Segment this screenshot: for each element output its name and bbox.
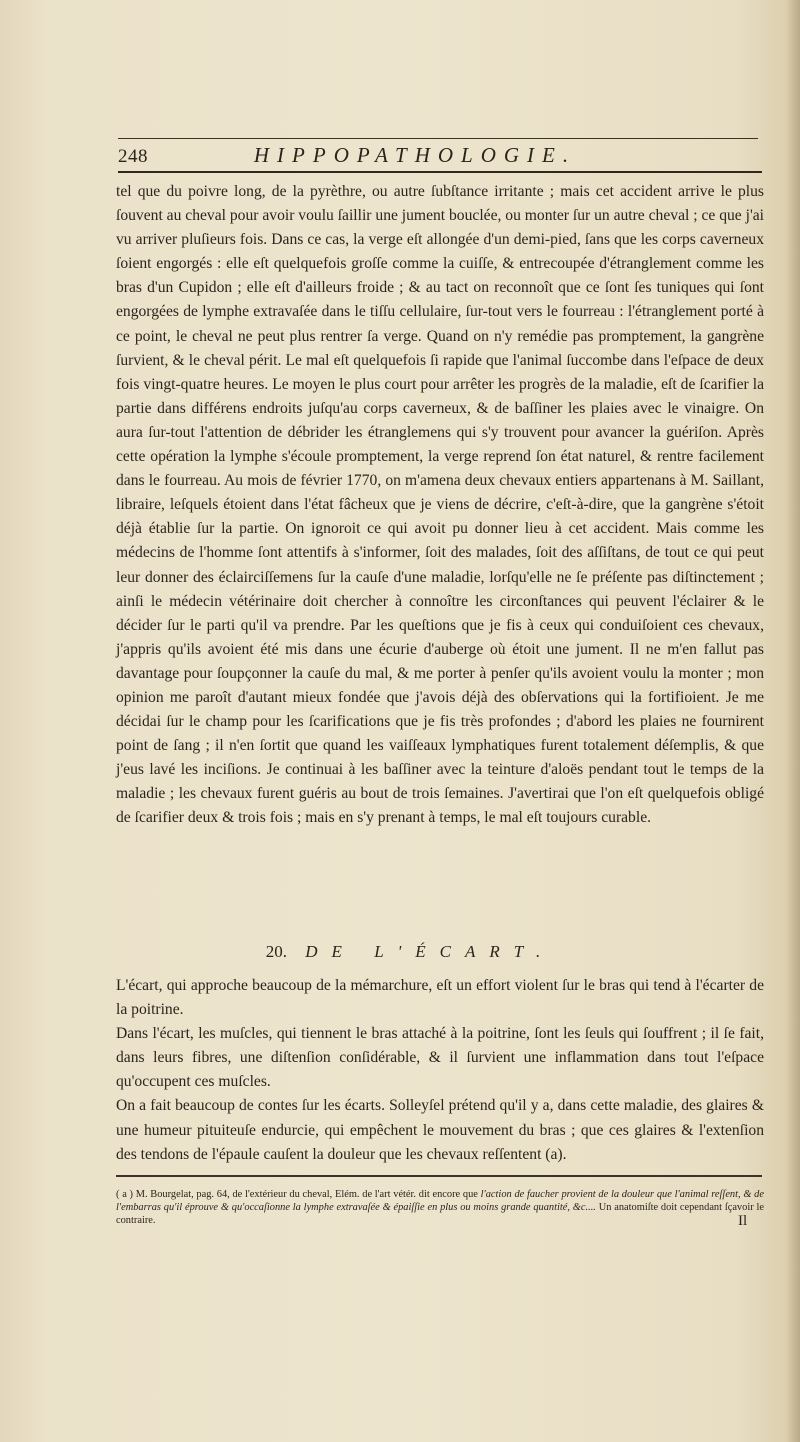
catchword: Il: [738, 1213, 748, 1229]
page-number: 248: [118, 146, 148, 167]
running-title: HIPPOPATHOLOGIE.: [253, 143, 577, 167]
header-rule-top: [118, 138, 758, 139]
body-paragraph: tel que du poivre long, de la pyrèthre, ou autre ſubſtance irritante ; mais cet accident arrive le plus ſouvent au cheval pour avoir voulu ſaillir une jument bouclée, ou monter ſur un autre cheval ; ce que j'ai vu arriver pluſieurs fois. Dans ce cas, la verge eſt allongée d'un demi-pied, ſans que les corps caverneux ſoient engorgés : elle eſt quelquefois groſſe comme la cuiſſe, & entrecoupée d'étranglement comme les bras d'un Cupidon ; elle eſt d'ailleurs froide ; & au tact on reconnoît que ce ſont ſes tuniques qui ſont engorgées de lymphe extravaſée dans le tiſſu cellulaire, ſur-tout vers le fourreau : l'étranglement porté à ce point, le cheval ne peut plus rentrer ſa verge. Quand on n'y remédie pas promptement, la gangrène ſurvient, & le cheval périt. Le mal eſt quelquefois ſi rapide que l'animal ſuccombe dans l'eſpace de deux fois vingt-quatre heures. Le moyen le plus court pour arrêter les progrès de la maladie, eſt de ſcarifier la partie dans différens endroits juſqu'au corps caverneux, & de baſſiner les plaies avec le vinaigre. On aura ſur-tout l'attention de débrider les étranglemens qui s'y trouvent pour avancer la guériſon. Après cette opération la lymphe s'écoule promptement, la verge reprend ſon état naturel, & rentre facilement dans le fourreau. Au mois de février 1770, on m'amena deux chevaux entiers appartenans à M. Saillant, libraire, leſquels étoient dans l'état fâcheux que je viens de décrire, c'eſt-à-dire, que la gangrène s'étoit déjà établie ſur la partie. On ignoroit ce qui avoit pu donner lieu à cet accident. Mais comme les médecins de l'homme ſont attentifs à s'informer, ſoit des malades, ſoit des aſſiſtans, de tout ce qui peut leur donner des éclairciſſemens ſur la cauſe d'une maladie, lorſqu'elle ne ſe préſente pas diſtinctement ; ainſi le médecin vétérinaire doit chercher à connoître les circonſtances qui peuvent l'éclairer & le décider ſur le parti qu'il va prendre. Par les queſtions que je fis à ceux qui conduiſoient ces chevaux, j'appris qu'ils avoient été mis dans une écurie d'auberge où étoit une jument. Il ne m'en fallut pas davantage pour ſoupçonner la cauſe du mal, & me porter à penſer qu'ils avoient voulu la monter ; mon opinion me paroît d'autant mieux fondée que j'avois déjà des obſervations qui la fortifioient. Je me décidai ſur le champ pour les ſcarifications que je fis très profondes ; d'abord les plaies ne fournirent point de ſang ; il n'en ſortit que quand les vaiſſeaux lymphatiques furent totalement déſemplis, & que j'eus lavé les inciſions. Je continuai à les baſſiner avec la teinture d'aloës pendant tout le temps de la maladie ; les chevaux furent guéris au bout de trois ſemaines. J'avertirai que l'on eſt quelquefois obligé de ſcarifier deux & trois fois ; mais en s'y prenant à temps, le mal eſt toujours curable.: [116, 183, 765, 827]
section-text-block: [116, 974, 764, 1167]
footnote-italic-quote: l'action de faucher provient de la douleur que l'animal reſſent, & de l'embarras qu'il éprouve & qu'occaſionne la lymphe extravaſée & épaiſſie en plus ou moins grande quantité, &c....: [116, 1189, 764, 1214]
footnote-rule: [116, 1175, 762, 1177]
section-paragraph-2: Dans l'écart, les muſcles, qui tiennent le bras attaché à la poitrine, ſont les ſeuls qui ſouffrent ; il ſe fait, dans leurs fibres, une diſtenſion conſidérable, & il ſurvient une inflammation dans tout l'eſpace qu'occupent ces muſcles.: [116, 1025, 764, 1091]
footnote-text: [116, 1188, 764, 1228]
page-edge-shadow: [786, 0, 800, 1442]
section-number: 20.: [265, 942, 288, 961]
footnote-tail: Un anatomiſte doit cependant ſçavoir le contraire.: [116, 1202, 764, 1227]
section-heading: [0, 942, 800, 962]
footnote: [116, 1188, 764, 1228]
footnote-marker: ( a ): [116, 1189, 133, 1200]
section-paragraph-1: L'écart, qui approche beaucoup de la mémarchure, eſt un effort violent ſur le bras qui tend à l'écarter de la poitrine.: [116, 977, 764, 1019]
body-text-block: [116, 180, 764, 831]
section-title: DE L'ÉCART.: [305, 942, 555, 961]
section-paragraph-3: On a fait beaucoup de contes ſur les écarts. Solleyſel prétend qu'il y a, dans cette maladie, des glaires & une humeur pituiteuſe endurcie, qui empêchent le mouvement du bras ; que ces glaires & l'extenſion des tendons de l'épaule cauſent la douleur que les chevaux reſſentent (a).: [116, 1097, 764, 1163]
footnote-lead: M. Bourgelat, pag. 64, de l'extérieur du cheval, Elém. de l'art vétér. dit encore que: [135, 1189, 478, 1200]
header-rule-bottom: [118, 171, 762, 173]
